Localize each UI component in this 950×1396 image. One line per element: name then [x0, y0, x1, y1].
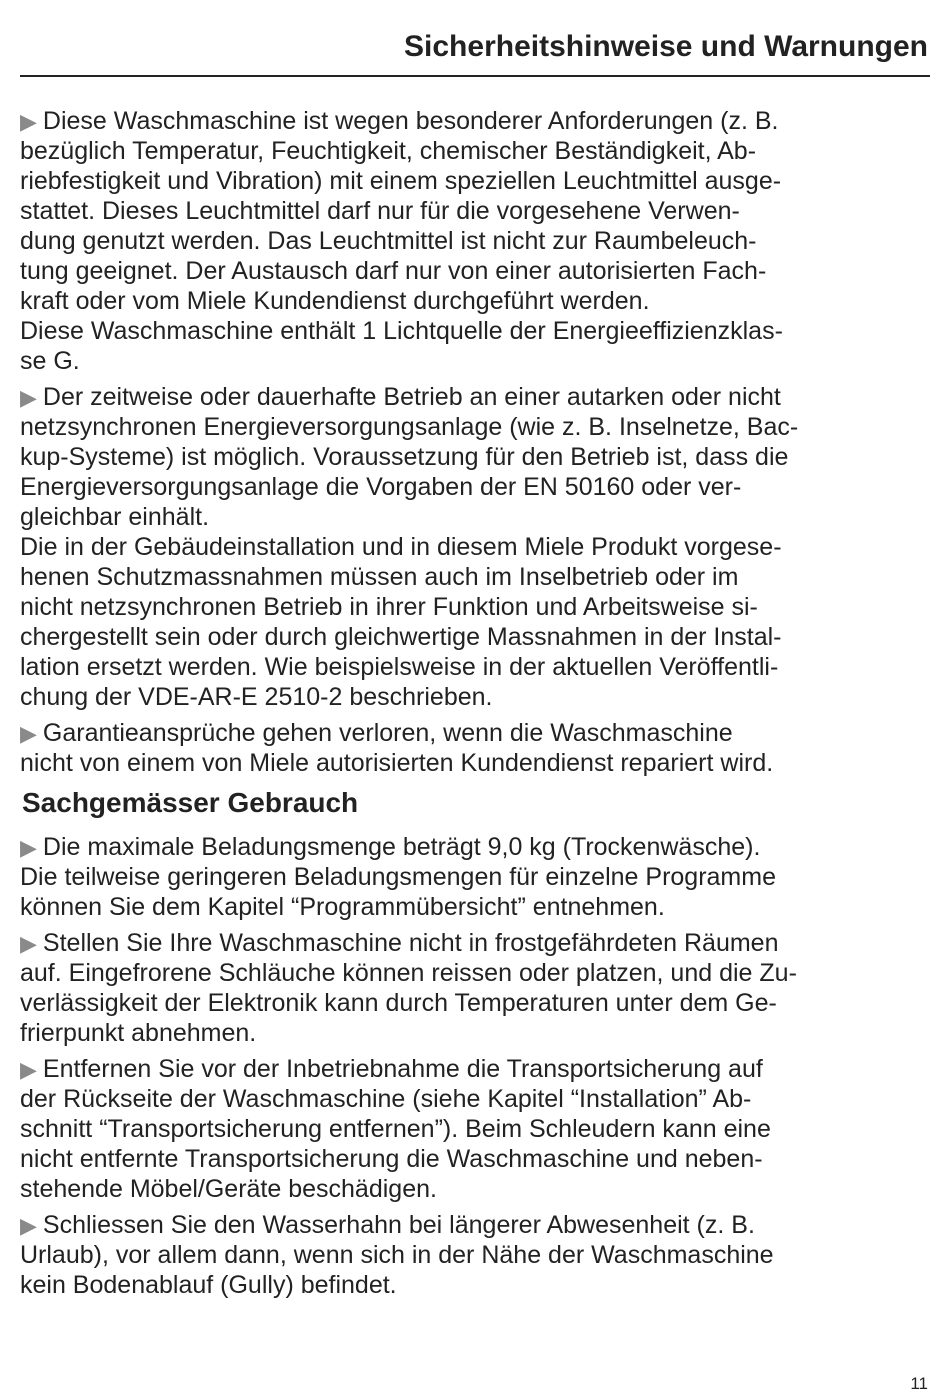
- text-line: [20, 1054, 930, 1084]
- line-text: dung genutzt werden. Das Leuchtmittel ist nicht zur Raumbeleuch-: [20, 227, 757, 255]
- text-line: [20, 682, 930, 712]
- text-line: [20, 622, 930, 652]
- warning-paragraph: [20, 928, 930, 1048]
- text-line: [20, 346, 930, 376]
- line-text: nicht entfernte Transportsicherung die Waschmaschine und neben-: [20, 1145, 763, 1173]
- text-line: [20, 286, 930, 316]
- text-line: [20, 316, 930, 346]
- line-text: Die teilweise geringeren Beladungsmengen für einzelne Programme: [20, 863, 776, 891]
- warning-paragraph: [20, 1054, 930, 1204]
- text-line: [20, 226, 930, 256]
- text-line: [20, 1144, 930, 1174]
- text-line: [20, 1114, 930, 1144]
- text-line: [20, 958, 930, 988]
- line-text: Die maximale Beladungsmenge beträgt 9,0 kg (Trockenwäsche).: [42, 833, 761, 861]
- text-line: [20, 1210, 930, 1240]
- line-text: auf. Eingefrorene Schläuche können reissen oder platzen, und die Zu-: [20, 959, 797, 987]
- text-line: [20, 1240, 930, 1270]
- text-line: [20, 532, 930, 562]
- text-line: [20, 892, 930, 922]
- text-line: [20, 382, 930, 412]
- text-line: [20, 412, 930, 442]
- line-text: kraft oder vom Miele Kundendienst durchgeführt werden.: [20, 287, 650, 315]
- text-line: [20, 748, 930, 778]
- line-text: stehende Möbel/Geräte beschädigen.: [20, 1175, 437, 1203]
- line-text: chung der VDE-AR-E 2510-2 beschrieben.: [20, 683, 493, 711]
- text-line: [20, 442, 930, 472]
- page-number: 11: [910, 1374, 928, 1393]
- text-line: [20, 592, 930, 622]
- text-line: [20, 1270, 930, 1300]
- text-line: [20, 472, 930, 502]
- text-line: [20, 988, 930, 1018]
- bullet-triangle-icon: ▶: [20, 385, 37, 410]
- header-divider: [20, 75, 930, 77]
- line-text: Stellen Sie Ihre Waschmaschine nicht in frostgefährdeten Räumen: [42, 929, 779, 957]
- line-text: netzsynchronen Energieversorgungsanlage (wie z. B. Inselnetze, Bac-: [20, 413, 799, 441]
- line-text: der Rückseite der Waschmaschine (siehe Kapitel “Installation” Ab-: [20, 1085, 752, 1113]
- text-line: [20, 652, 930, 682]
- line-text: stattet. Dieses Leuchtmittel darf nur für die vorgesehene Verwen-: [20, 197, 740, 225]
- line-text: Urlaub), vor allem dann, wenn sich in der Nähe der Waschmaschine: [20, 1241, 774, 1269]
- page-title: Sicherheitshinweise und Warnungen: [404, 30, 928, 63]
- line-text: riebfestigkeit und Vibration) mit einem speziellen Leuchtmittel ausge-: [20, 167, 782, 195]
- text-line: [20, 136, 930, 166]
- text-line: [20, 1018, 930, 1048]
- line-text: chergestellt sein oder durch gleichwertige Massnahmen in der Instal-: [20, 623, 782, 651]
- line-text: bezüglich Temperatur, Feuchtigkeit, chemischer Beständigkeit, Ab-: [20, 137, 757, 165]
- text-line: [20, 106, 930, 136]
- text-line: [20, 1174, 930, 1204]
- text-line: [20, 832, 930, 862]
- text-line: [20, 862, 930, 892]
- text-line: [20, 1084, 930, 1114]
- line-text: Energieversorgungsanlage die Vorgaben der EN 50160 oder ver-: [20, 473, 742, 501]
- bullet-triangle-icon: ▶: [20, 835, 37, 860]
- line-text: Schliessen Sie den Wasserhahn bei längerer Abwesenheit (z. B.: [42, 1211, 755, 1239]
- line-text: verlässigkeit der Elektronik kann durch Temperaturen unter dem Ge-: [20, 989, 777, 1017]
- text-line: [20, 502, 930, 532]
- text-line: [20, 256, 930, 286]
- line-text: tung geeignet. Der Austausch darf nur von einer autorisierten Fach-: [20, 257, 767, 285]
- bullet-triangle-icon: ▶: [20, 109, 37, 134]
- line-text: nicht netzsynchronen Betrieb in ihrer Funktion und Arbeitsweise si-: [20, 593, 758, 621]
- document-body: [20, 106, 930, 1306]
- line-text: lation ersetzt werden. Wie beispielsweise in der aktuellen Veröffentli-: [20, 653, 779, 681]
- bullet-triangle-icon: ▶: [20, 931, 37, 956]
- section-heading: Sachgemässer Gebrauch: [22, 787, 359, 818]
- text-line: [20, 562, 930, 592]
- line-text: können Sie dem Kapitel “Programmübersicht” entnehmen.: [20, 893, 665, 921]
- text-line: [20, 928, 930, 958]
- line-text: nicht von einem von Miele autorisierten Kundendienst repariert wird.: [20, 749, 774, 777]
- line-text: Entfernen Sie vor der Inbetriebnahme die Transportsicherung auf: [42, 1055, 763, 1083]
- line-text: Diese Waschmaschine enthält 1 Lichtquelle der Energieeffizienzklas-: [20, 317, 783, 345]
- line-text: frierpunkt abnehmen.: [20, 1019, 257, 1047]
- warning-paragraph: [20, 382, 930, 712]
- line-text: Die in der Gebäudeinstallation und in diesem Miele Produkt vorgese-: [20, 533, 782, 561]
- line-text: schnitt “Transportsicherung entfernen”). Beim Schleudern kann eine: [20, 1115, 771, 1143]
- warning-paragraph: [20, 106, 930, 376]
- bullet-triangle-icon: ▶: [20, 721, 37, 746]
- line-text: se G.: [20, 347, 80, 375]
- line-text: Garantieansprüche gehen verloren, wenn die Waschmaschine: [42, 719, 733, 747]
- line-text: kein Bodenablauf (Gully) befindet.: [20, 1271, 397, 1299]
- line-text: Diese Waschmaschine ist wegen besonderer Anforderungen (z. B.: [42, 107, 779, 135]
- text-line: [20, 166, 930, 196]
- text-line: [20, 718, 930, 748]
- line-text: Der zeitweise oder dauerhafte Betrieb an einer autarken oder nicht: [42, 383, 781, 411]
- warning-paragraph: [20, 718, 930, 778]
- line-text: henen Schutzmassnahmen müssen auch im Inselbetrieb oder im: [20, 563, 739, 591]
- line-text: kup-Systeme) ist möglich. Voraussetzung für den Betrieb ist, dass die: [20, 443, 789, 471]
- warning-paragraph: [20, 832, 930, 922]
- bullet-triangle-icon: ▶: [20, 1057, 37, 1082]
- bullet-triangle-icon: ▶: [20, 1213, 37, 1238]
- warning-paragraph: [20, 1210, 930, 1300]
- line-text: gleichbar einhält.: [20, 503, 210, 531]
- text-line: [20, 196, 930, 226]
